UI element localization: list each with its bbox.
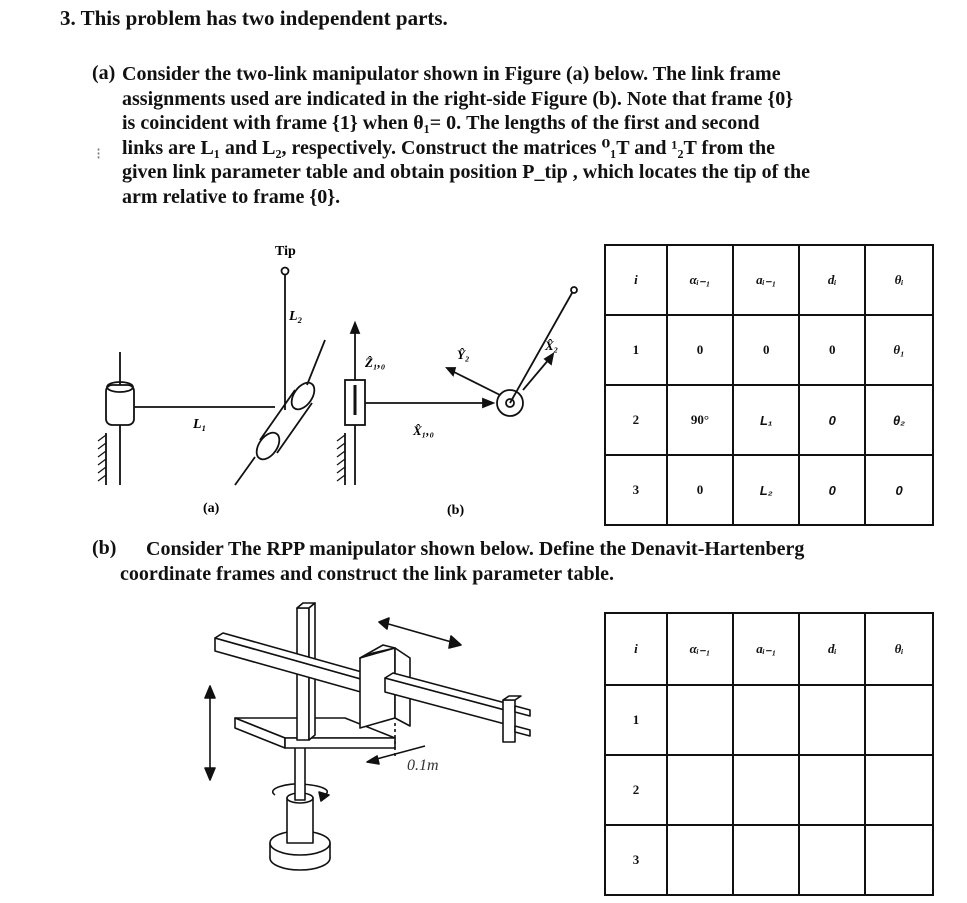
table-cell: 0 <box>667 315 733 385</box>
part-b-line: coordinate frames and construct the link parameter table. <box>120 562 615 585</box>
header-cell: aᵢ₋₁ <box>733 245 799 315</box>
table-cell: 0 <box>799 315 865 385</box>
ground-hatch <box>98 435 106 481</box>
table-cell: 90° <box>667 385 733 455</box>
empty-cell <box>799 825 865 895</box>
empty-cell <box>667 755 733 825</box>
empty-cell <box>733 825 799 895</box>
table-cell: θ₁ <box>865 315 933 385</box>
link2-line <box>510 293 572 403</box>
header-cell: i <box>605 613 667 685</box>
link-parameter-table-b <box>604 612 934 896</box>
part-a-line: assignments used are indicated in the right-side Figure (b). Note that frame {0} <box>122 87 794 110</box>
part-b-text <box>120 537 860 586</box>
x2-label: X̂₂ <box>545 338 559 353</box>
x-axis-arrowhead <box>483 399 493 407</box>
header-cell: αᵢ₋₁ <box>667 245 733 315</box>
two-link-figure <box>95 235 605 525</box>
vertical-arrow-head-top <box>205 686 215 698</box>
y2-axis <box>450 370 500 395</box>
gripper-plate <box>503 700 515 742</box>
y2-label: Ŷ₂ <box>457 347 470 362</box>
empty-cell <box>667 825 733 895</box>
l1-label: L₁ <box>193 417 207 432</box>
part-a-line: is coincident with frame {1} when θ₁= 0. The lengths of the first and second <box>122 112 760 134</box>
back-beam <box>215 638 375 696</box>
vertical-arrow-head-bottom <box>205 768 215 780</box>
part-a-label: (a) <box>92 62 116 84</box>
joint2-axis-lower <box>235 457 255 485</box>
table-cell: 1 <box>605 685 667 755</box>
table-cell-handwritten: 0 <box>799 385 865 455</box>
empty-cell <box>799 755 865 825</box>
table-row <box>605 755 933 825</box>
header-cell: αᵢ₋₁ <box>667 613 733 685</box>
horizontal-motion-arrow <box>385 623 455 643</box>
table-row <box>605 825 933 895</box>
table-cell-handwritten: L₂ <box>733 455 799 525</box>
header-cell: dᵢ <box>799 613 865 685</box>
header-cell: θᵢ <box>865 613 933 685</box>
margin-mark: ⁝ <box>96 146 102 163</box>
frame-ground-hatch <box>337 435 345 481</box>
table-cell-handwritten: θ₂ <box>865 385 933 455</box>
header-cell: i <box>605 245 667 315</box>
z-label: Ẑ₁,₀ <box>365 355 386 370</box>
figure-b-caption: (b) <box>447 503 465 518</box>
empty-cell <box>733 685 799 755</box>
z-axis-arrowhead <box>351 323 359 333</box>
pedestal-column <box>287 798 313 843</box>
part-b-label: (b) <box>92 537 117 559</box>
header-cell: θᵢ <box>865 245 933 315</box>
part-a-line: Consider the two-link manipulator shown in Figure (a) below. The link frame <box>122 63 781 85</box>
l2-label: L₂ <box>289 309 303 324</box>
dimension-label: 0.1m <box>407 757 439 774</box>
table-cell: 0 <box>733 315 799 385</box>
part-b-line: Consider The RPP manipulator shown below. Define the Denavit-Hartenberg <box>146 538 805 560</box>
empty-cell <box>733 755 799 825</box>
gripper-finger-top <box>515 706 530 716</box>
table-row <box>605 455 933 525</box>
x-label: X̂₁,₀ <box>413 423 434 438</box>
table-cell-handwritten: L₁ <box>733 385 799 455</box>
table-cell: 1 <box>605 315 667 385</box>
tip-point-b <box>571 287 577 293</box>
table-cell: 3 <box>605 455 667 525</box>
horizontal-arrow-head-right <box>449 636 461 648</box>
empty-cell <box>667 685 733 755</box>
table-cell-handwritten: 0 <box>865 455 933 525</box>
part-a-line: arm relative to frame {0}. <box>122 185 341 208</box>
gripper-finger-bottom <box>515 726 530 736</box>
table-header-row <box>605 613 933 685</box>
empty-cell <box>865 685 933 755</box>
header-cell: aᵢ₋₁ <box>733 613 799 685</box>
table-row <box>605 685 933 755</box>
part-a-line: given link parameter table and obtain position P_tip , which locates the tip of the <box>122 161 810 183</box>
problem-heading: 3. This problem has two independent parts. <box>60 6 448 30</box>
tip-point <box>282 268 289 275</box>
table-cell-handwritten: 0 <box>799 455 865 525</box>
table-row <box>605 385 933 455</box>
empty-cell <box>865 825 933 895</box>
part-a-text <box>122 62 862 209</box>
tip-label: Tip <box>275 244 296 259</box>
y2-axis-arrowhead <box>447 368 455 375</box>
table-cell: 2 <box>605 385 667 455</box>
table-cell: 3 <box>605 825 667 895</box>
joint2-axis-upper <box>307 340 325 385</box>
horizontal-arrow-head-left <box>379 618 389 629</box>
link-parameter-table-a <box>604 244 934 526</box>
gripper-plate-top <box>503 696 521 700</box>
table-cell: 2 <box>605 755 667 825</box>
table-header-row <box>605 245 933 315</box>
table-row <box>605 315 933 385</box>
part-a-line: links are L₁ and L₂, respectively. Construct the matrices ⁰₁T and ¹₂T from the <box>122 136 775 159</box>
empty-cell <box>799 685 865 755</box>
rpp-manipulator-figure <box>195 598 555 888</box>
dimension-arrow-head <box>367 756 379 764</box>
header-cell: dᵢ <box>799 245 865 315</box>
empty-cell <box>865 755 933 825</box>
figure-a-caption: (a) <box>203 501 220 516</box>
table-cell: 0 <box>667 455 733 525</box>
